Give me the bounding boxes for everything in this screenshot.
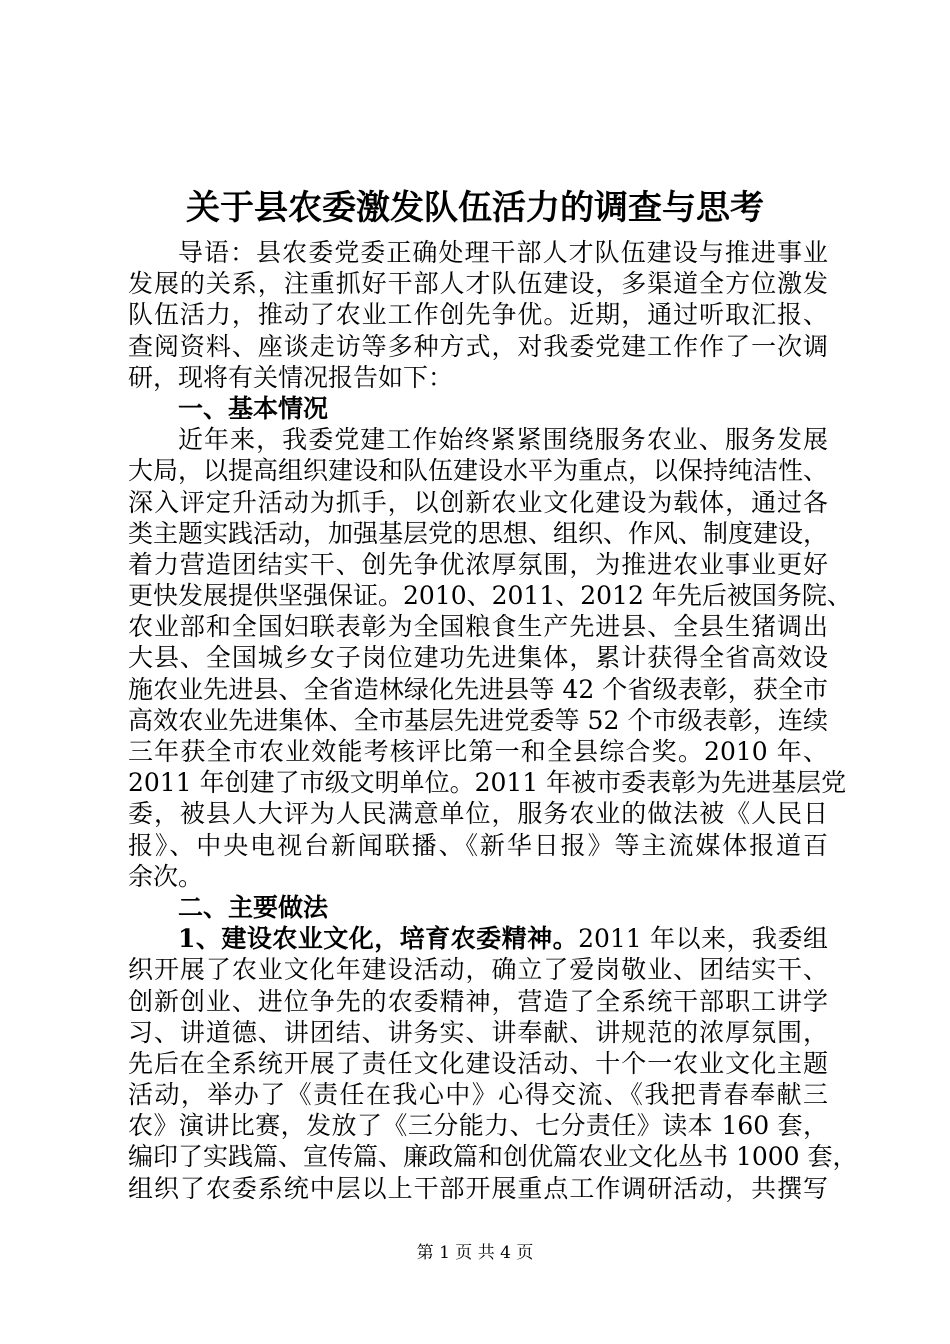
text-line xyxy=(128,549,828,580)
line-text: 近年来，我委党建工作始终紧紧围绕服务农业、服务发展 xyxy=(178,425,828,455)
line-text: 2011 年创建了市级文明单位。2011 年被市委表彰为先进基层党 xyxy=(128,768,847,798)
text-line xyxy=(128,424,828,455)
line-text: 导语：县农委党委正确处理干部人才队伍建设与推进事业 xyxy=(178,238,828,267)
text-line xyxy=(128,1017,828,1048)
text-line xyxy=(128,705,828,736)
text-line xyxy=(128,736,828,767)
text-line xyxy=(128,798,828,829)
text-line xyxy=(128,1173,828,1204)
line-text: 活动，举办了《责任在我心中》心得交流、《我把青春奉献三 xyxy=(128,1080,828,1110)
line-text: 施农业先进县、全省造林绿化先进县等 42 个省级表彰，获全市 xyxy=(128,674,828,704)
line-text: 类主题实践活动，加强基层党的思想、组织、作风、制度建设， xyxy=(128,518,829,548)
document-title: 关于县农委激发队伍活力的调查与思考 xyxy=(186,188,764,228)
text-line xyxy=(128,861,828,892)
text-line xyxy=(128,830,828,861)
line-text: 创新创业、进位争先的农委精神，营造了全系统干部职工讲学 xyxy=(128,986,828,1016)
line-text: 高效农业先进集体、全市基层先进党委等 52 个市级表彰，连续 xyxy=(128,705,828,735)
text-line xyxy=(128,455,828,486)
text-line xyxy=(128,767,847,798)
text-line xyxy=(128,237,828,268)
line-text: 习、讲道德、讲团结、讲务实、讲奉献、讲规范的浓厚氛围， xyxy=(128,1017,828,1047)
text-line xyxy=(128,268,828,299)
document-body xyxy=(128,237,858,1204)
text-line xyxy=(128,986,828,1017)
line-text: 编印了实践篇、宣传篇、廉政篇和创优篇农业文化丛书 1000 套， xyxy=(128,1142,858,1172)
text-line xyxy=(128,674,828,705)
text-line xyxy=(128,923,828,954)
line-text: 农》演讲比赛，发放了《三分能力、七分责任》读本 160 套， xyxy=(128,1111,828,1141)
text-line xyxy=(128,331,828,362)
text-line xyxy=(128,1110,828,1141)
line-text: 大县、全国城乡女子岗位建功先进集体，累计获得全省高效设 xyxy=(128,643,828,673)
section-heading xyxy=(128,892,828,923)
text-line xyxy=(128,1141,858,1172)
line-text: 织开展了农业文化年建设活动，确立了爱岗敬业、团结实干、 xyxy=(128,955,828,985)
line-text: 组织了农委系统中层以上干部开展重点工作调研活动，共撰写 xyxy=(128,1173,828,1203)
line-text: 二、主要做法 xyxy=(178,892,329,922)
line-text: 研，现将有关情况报告如下： xyxy=(128,362,454,392)
line-text: 更快发展提供坚强保证。2010、2011、2012 年先后被国务院、 xyxy=(128,581,852,611)
line-text: 农业部和全国妇联表彰为全国粮食生产先进县、全县生猪调出 xyxy=(128,612,828,642)
text-line xyxy=(128,580,852,611)
text-line xyxy=(128,954,828,985)
line-text: 委，被县人大评为人民满意单位，服务农业的做法被《人民日 xyxy=(128,799,828,829)
line-text: 着力营造团结实干、创先争优浓厚氛围，为推进农业事业更好 xyxy=(128,549,828,579)
text-line xyxy=(128,362,828,393)
paragraph-lead: 1、建设农业文化，培育农委精神。 xyxy=(178,924,579,954)
text-line xyxy=(128,487,828,518)
line-text: 余次。 xyxy=(128,861,204,891)
line-text: 先后在全系统开展了责任文化建设活动、十个一农业文化主题 xyxy=(128,1048,828,1078)
line-text: 发展的关系，注重抓好干部人才队伍建设，多渠道全方位激发 xyxy=(128,269,828,299)
line-text: 查阅资料、座谈走访等多种方式，对我委党建工作作了一次调 xyxy=(128,331,828,361)
text-line xyxy=(128,1079,828,1110)
line-text: 2011 年以来，我委组 xyxy=(578,924,828,954)
page-footer: 第 1 页 共 4 页 xyxy=(416,1243,534,1263)
text-line xyxy=(128,1048,828,1079)
line-text: 队伍活力，推动了农业工作创先争优。近期，通过听取汇报、 xyxy=(128,300,828,330)
line-text: 深入评定升活动为抓手，以创新农业文化建设为载体，通过各 xyxy=(128,487,828,517)
text-line xyxy=(128,518,828,549)
text-line xyxy=(128,299,828,330)
text-line xyxy=(128,611,828,642)
line-text: 三年获全市农业效能考核评比第一和全县综合奖。2010 年、 xyxy=(128,737,828,766)
line-text: 一、基本情况 xyxy=(178,393,329,423)
section-heading xyxy=(128,393,828,424)
line-text: 大局，以提高组织建设和队伍建设水平为重点，以保持纯洁性、 xyxy=(128,456,829,486)
text-line xyxy=(128,642,828,673)
line-text: 报》、中央电视台新闻联播、《新华日报》等主流媒体报道百 xyxy=(128,830,828,860)
